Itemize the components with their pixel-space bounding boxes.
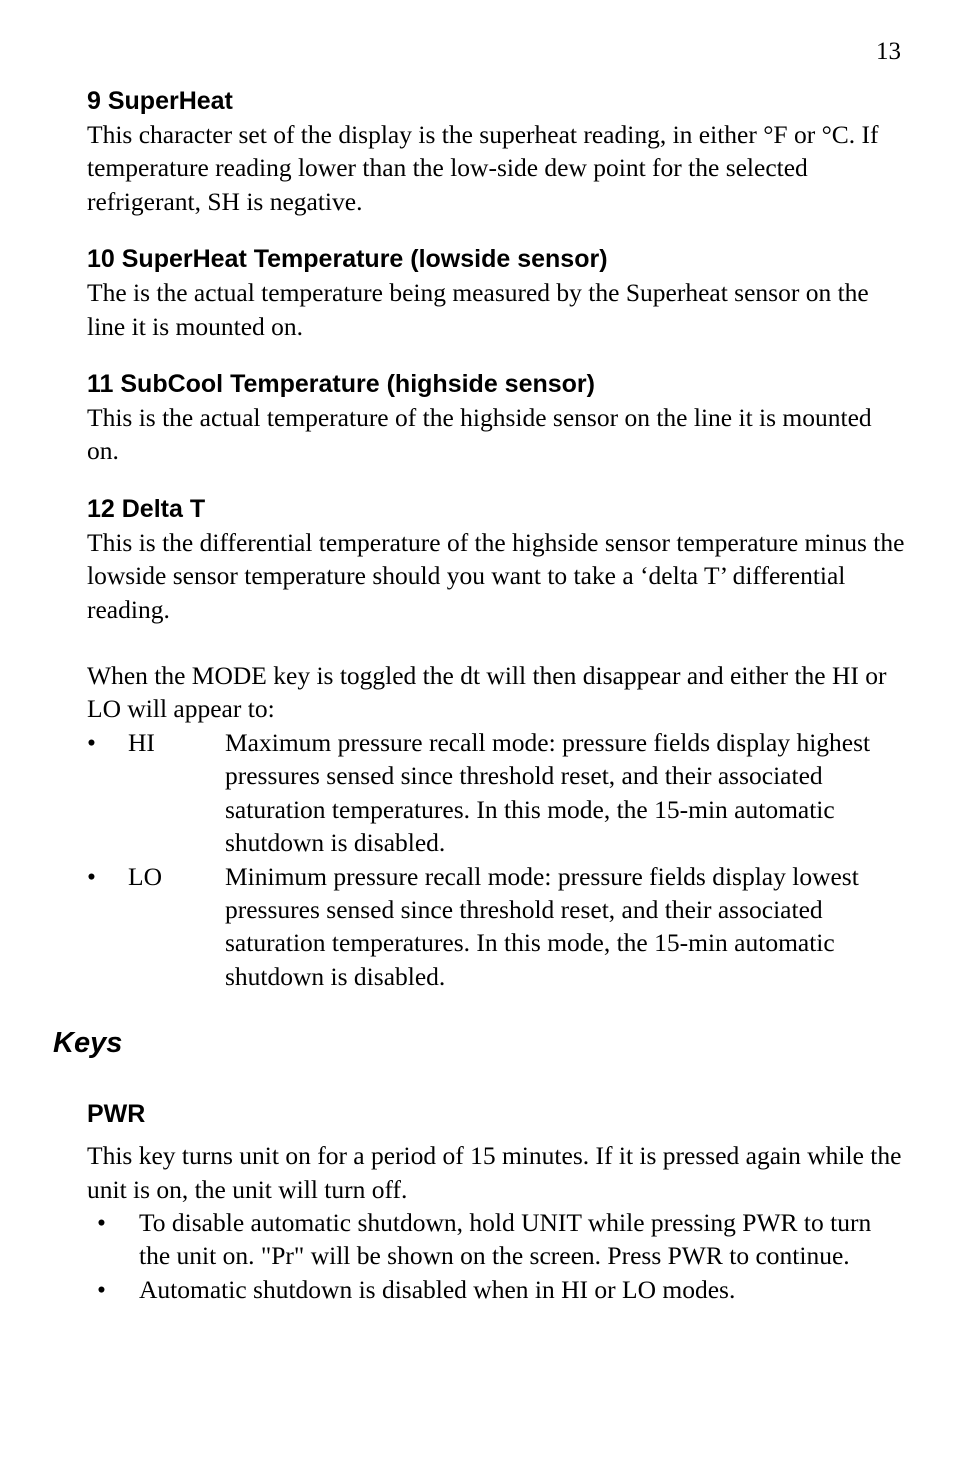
section-heading: 12 Delta T <box>87 494 206 523</box>
section-delta-t <box>87 492 907 626</box>
page-content <box>53 84 907 1306</box>
section-body: This is the actual temperature of the highside sensor on the line it is mounted on. <box>87 403 872 466</box>
page-number: 13 <box>876 38 901 65</box>
bullet-icon: • <box>97 1274 106 1304</box>
section-subcool-temperature <box>87 367 907 468</box>
section-pwr-key <box>87 1097 907 1306</box>
section-body: This key turns unit on for a period of 15 minutes. If it is pressed again while the unit is on, the unit will turn off. <box>87 1141 902 1204</box>
mode-label: HI <box>128 727 155 757</box>
mode-description: Maximum pressure recall mode: pressure fields display highest pressures sensed since threshold reset, and their associated saturation temperatures. In this mode, the 15-min automatic shutdown is disabled. <box>225 727 871 858</box>
section-heading: 9 SuperHeat <box>87 87 233 115</box>
list-item <box>87 1206 907 1273</box>
pwr-bullet-list <box>87 1206 907 1306</box>
paragraph-spacer <box>87 626 907 659</box>
keys-heading: Keys <box>53 1027 123 1060</box>
section-heading: 11 SubCool Temperature (highside sensor) <box>87 370 595 399</box>
mode-description: Minimum pressure recall mode: pressure fields display lowest pressures sensed since threshold reset, and their associated saturation temperatures. In this mode, the 15-min automatic shutdown is disabled. <box>225 861 859 991</box>
section-superheat <box>87 84 907 218</box>
section-body: The is the actual temperature being measured by the Superheat sensor on the line it is mounted on. <box>87 278 869 341</box>
bullet-icon: • <box>97 1207 106 1237</box>
section-heading: 10 SuperHeat Temperature (lowside sensor) <box>87 245 608 274</box>
list-item <box>87 1273 907 1306</box>
section-superheat-temperature <box>87 242 907 343</box>
mode-label: LO <box>128 861 162 891</box>
mode-intro: When the MODE key is toggled the dt will then disappear and either the HI or LO will appear to: <box>87 661 887 724</box>
mode-item-hi <box>87 726 907 860</box>
section-body: This character set of the display is the superheat reading, in either °F or °C. If temperature reading lower than the low-side dew point for the selected refrigerant, SH is negative. <box>87 120 879 216</box>
bullet-icon: • <box>87 861 96 891</box>
section-heading: PWR <box>87 1100 146 1129</box>
list-item-text: To disable automatic shutdown, hold UNIT while pressing PWR to turn the unit on. "Pr" will be shown on the screen. Press PWR to continue. <box>139 1207 872 1271</box>
mode-item-lo <box>87 860 907 994</box>
bullet-icon: • <box>87 727 96 757</box>
mode-list <box>87 726 907 993</box>
section-body: This is the differential temperature of the highside sensor temperature minus the lowside sensor temperature should you want to take a ‘delta T’ differential reading. <box>87 527 905 624</box>
list-item-text: Automatic shutdown is disabled when in HI or LO modes. <box>139 1274 736 1304</box>
